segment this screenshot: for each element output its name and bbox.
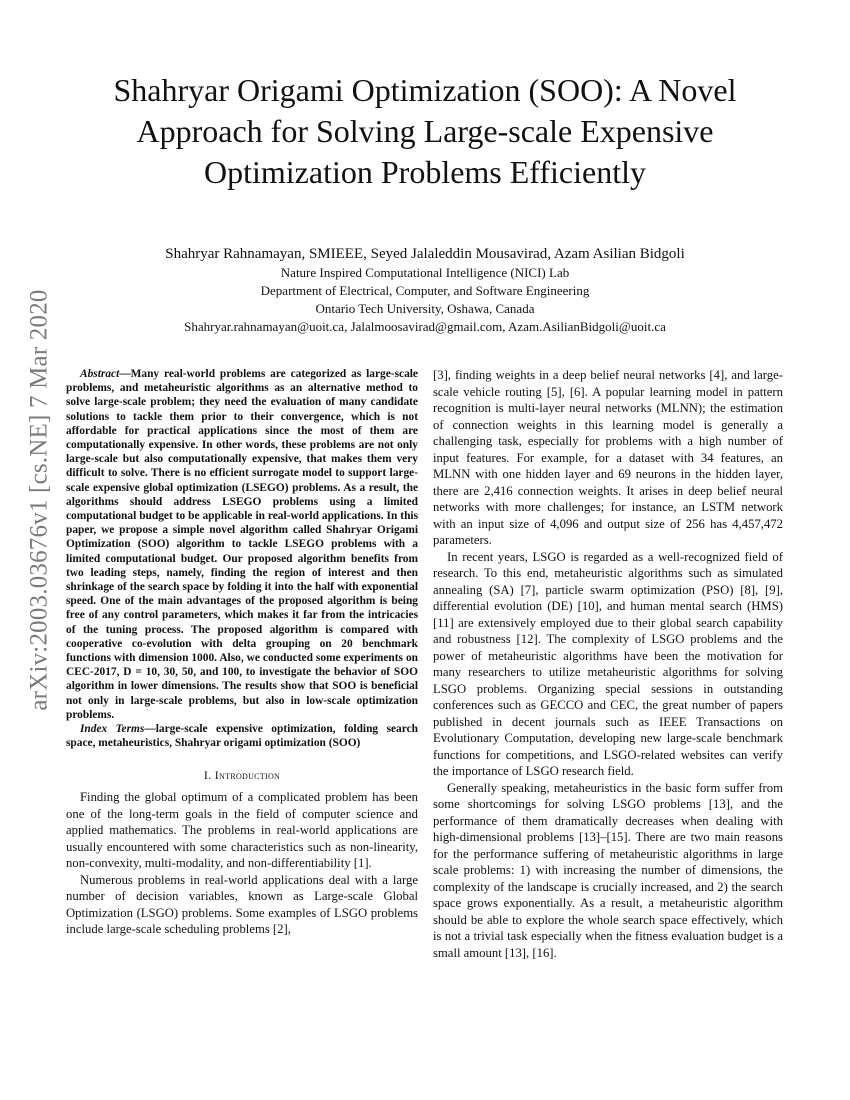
- affiliation-department: Department of Electrical, Computer, and Software Engineering: [260, 283, 590, 298]
- index-terms: [66, 722, 418, 750]
- title-line: Approach for Solving Large-scale Expensive: [136, 113, 714, 149]
- abstract-label: Abstract: [80, 368, 120, 380]
- abstract: [66, 367, 418, 722]
- affiliation-university: Ontario Tech University, Oshawa, Canada: [315, 301, 535, 316]
- index-terms-text: —large-scale expensive optimization, folding search space, metaheuristics, Shahryar origami optimization (SOO): [66, 723, 418, 750]
- index-terms-label: Index Terms: [80, 723, 145, 736]
- paper-title: [75, 70, 775, 193]
- section-heading-introduction: I. Introduction: [203, 768, 281, 783]
- right-column: [433, 367, 783, 961]
- body-paragraph: Finding the global optimum of a complicated problem has been one of the long-term goals in the field of computer science and applied mathematics. The problems in real-world applications are usually encountered with some characteristics such as non-linearity, non-convexity, multi-modality, and non-differentiability [1].: [66, 790, 418, 871]
- left-column: [66, 367, 418, 938]
- body-paragraph: [3], finding weights in a deep belief neural networks [4], and large-scale vehicle routing [5], [6]. A popular learning model in pattern recognition is multi-layer neural networks (MLNN); the estimation of connection weights in this learning model is generally a challenging task, especially for problems with a high number of input features. For example, for a dataset with 34 features, an MLNN with one hidden layer and 69 neurons in the hidden layer, there are 2,416 connection weights. It arises in deep belief neural networks with more challenges; for instance, an LSTM network with an input size of 4,096 and output size of 256 has 4,457,472 parameters.: [433, 368, 783, 547]
- author-emails: Shahryar.rahnamayan@uoit.ca, Jalalmoosavirad@gmail.com, Azam.AsilianBidgoli@uoit.ca: [184, 319, 666, 334]
- affiliation-lab: Nature Inspired Computational Intelligence (NICI) Lab: [280, 265, 570, 280]
- title-line: Optimization Problems Efficiently: [204, 154, 646, 190]
- abstract-text: —Many real-world problems are categorized as large-scale problems, and metaheuristic algorithms as an alternative method to solve large-scale problem; they need the evaluation of many candidate solutions to tackle them prior to their convergence, which is not affordable for practical applications since the most of them are computationally expensive. In other words, these problems are not only large-scale but also computationally expensive, that makes them very difficult to solve. There is no efficient surrogate model to support large-scale expensive global optimization (LSEGO) problems. As a result, the algorithms should address LSEGO problems using a limited computational budget to be applicable in real-world applications. In this paper, we propose a simple novel algorithm called Shahryar Origami Optimization (SOO) algorithm to tackle LSEGO problems with a limited computational budget. Our proposed algorithm benefits from two leading steps, namely, finding the region of interest and then shrinkage of the search space by folding it into the half with exponential speed. One of the main advantages of the proposed algorithm is being free of any control parameters, which makes it far from the intricacies of the tuning process. The proposed algorithm is compared with cooperative co-evolution with delta grouping on 20 benchmark functions with dimension 1000. Also, we conducted some experiments on CEC-2017, D = 10, 30, 50, and 100, to investigate the behavior of SOO algorithm in lower dimensions. The results show that SOO is beneficial not only in large-scale problems, but also in low-scale optimization problems.: [66, 368, 418, 721]
- arxiv-identifier-stamp: [20, 289, 60, 711]
- arxiv-identifier-text: arXiv:2003.03676v1 [cs.NE] 7 Mar 2020: [26, 289, 53, 711]
- body-paragraph: In recent years, LSGO is regarded as a well-recognized field of research. To this end, metaheuristic algorithms such as simulated annealing (SA) [7], particle swarm optimization (PSO) [8], [9], differential evolution (DE) [10], and human mental search (HMS) [11] are extensively employed due to their global search capability and robustness [12]. The complexity of LSGO problems and the power of metaheuristic algorithms have been the motivation for many researchers to utilize metaheuristic algorithms for solving LSGO problems. Organizing special sessions in outstanding conferences such as GECCO and CEC, the great number of papers published in decent journals such as IEEE Transactions on Evolutionary Computation, developing new large-scale benchmark functions for competitions, and LSGO-related websites can verify the importance of LSGO research field.: [433, 549, 783, 778]
- title-line: Shahryar Origami Optimization (SOO): A Novel: [113, 72, 737, 108]
- author-names: Shahryar Rahnamayan, SMIEEE, Seyed Jalaleddin Mousavirad, Azam Asilian Bidgoli: [165, 246, 685, 262]
- body-paragraph: Generally speaking, metaheuristics in the basic form suffer from some shortcomings for solving LSGO problems [13], and the performance of them dramatically decreases when dealing with high-dimensional problems [13]–[15]. There are two main reasons for the performance suffering of metaheuristic algorithms in large scale problems: 1) with increasing the number of dimensions, the complexity of the landscape is crucially increased, and 2) the search space grows exponentially. As a result, a metaheuristic algorithm should be able to explore the whole search space effectively, which is not a trivial task especially when the fitness evaluation budget is a small amount [13], [16].: [433, 780, 783, 960]
- author-block: [75, 244, 775, 336]
- body-paragraph: Numerous problems in real-world applications deal with a large number of decision variables, known as Large-scale Global Optimization (LSGO) problems. Some examples of LSGO problems include large-scale scheduling problems [2],: [66, 872, 418, 937]
